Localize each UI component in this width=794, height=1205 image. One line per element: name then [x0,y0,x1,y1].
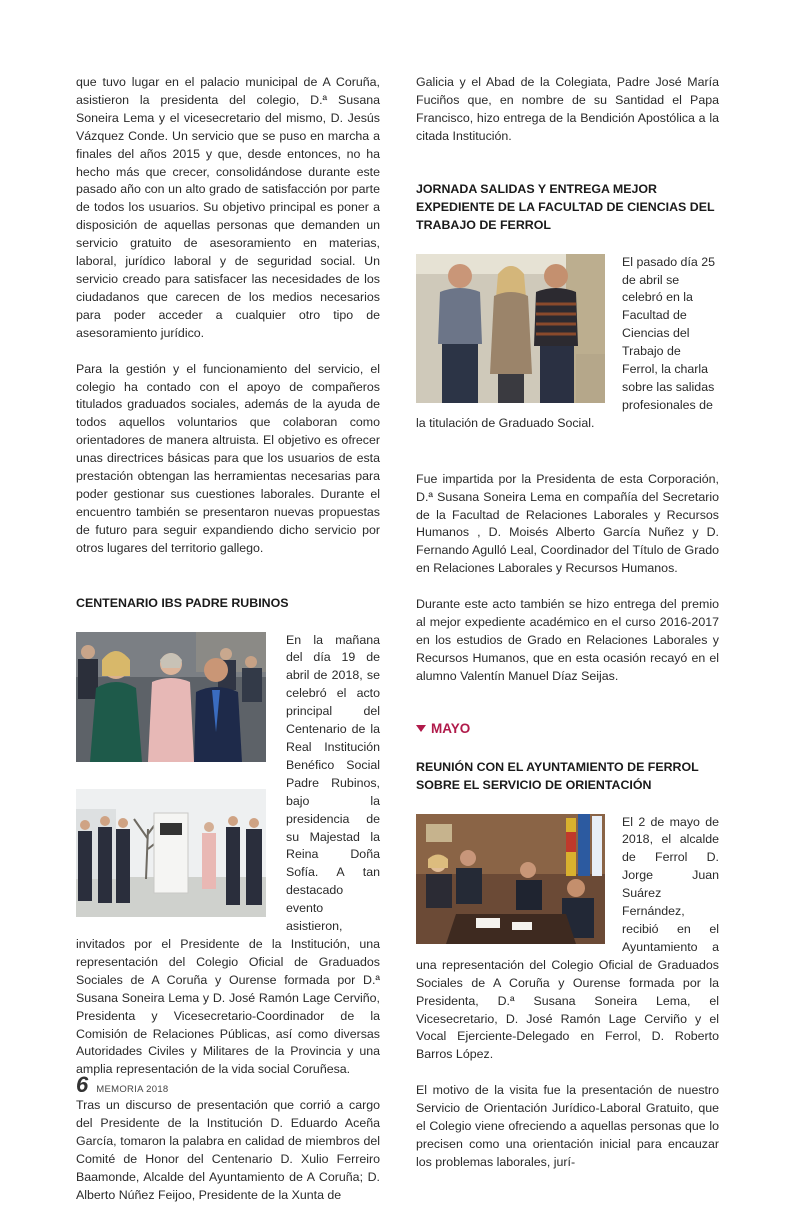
paragraph: El motivo de la visita fue la presentación de nuestro Servicio de Orientación Jurídico-Laboral Gratuito, que el Colegio viene ofreciendo a aquellas personas que lo precisen como una orientación inicial para encauzar los problemas laborales, jurí- [416,1083,719,1169]
month-label [416,720,719,738]
triangle-down-icon [416,725,426,732]
photo-stack [76,632,266,925]
photo-ferrol-meeting [416,814,605,944]
paragraph: Durante este acto también se hizo entrega del premio al mejor expediente académico en el curso 2016-2017 en los estudios de Grado en Relaciones Laborales y Recursos Humanos, que en esta ocasión recayó en el alumno Valentín Manuel Díaz Seijas. [416,597,719,683]
paragraph: El pasado día 25 de abril se celebró en la Facultad de Ciencias del Trabajo de Ferrol, la charla sobre las salidas profesionales de la titulación de Graduado Social. [416,254,716,430]
paragraph: Galicia y el Abad de la Colegiata, Padre José María Fuciños que, en nombre de su Santidad el Papa Francisco, hizo entrega de la Bendición Apostólica a la citada Institución. [416,75,719,143]
photo-queen-sofia [76,632,266,762]
section-heading: REUNIÓN CON EL AYUNTAMIENTO DE FERROL SOBRE EL SERVICIO DE ORIENTACIÓN [416,759,699,792]
photo-monument-unveiling [76,789,266,917]
section-heading: JORNADA SALIDAS Y ENTREGA MEJOR EXPEDIENTE DE LA FACULTAD DE CIENCIAS DEL TRABAJO DE FERROL [416,181,715,232]
paragraph: Tras un discurso de presentación que corrió a cargo del Presidente de la Institución D. Eduardo Aceña García, tomaron la palabra en calidad de miembros del Comité de Honor del Centenario D. Xulio Ferreiro Baamonde, Alcalde del Ayuntamiento de A Coruña; D. Alberto Núñez Feijoo, Presidente de la Xunta de [76,1098,380,1202]
paragraph: El 2 de mayo de 2018, el alcalde de Ferrol D. Jorge Juan Suárez Fernández, recibió en el Ayuntamiento a una representación del Colegio Oficial de Graduados Sociales de A Coruña y Ourense formada por la Presidenta, D.ª Susana Soneira Lema, el Vicesecretario, D. José Ramón Lage Cerviño y el Vocal Ejerciente-Delegado en Ferrol, D. Roberto Barros López. [416,814,719,1062]
paragraph: Para la gestión y el funcionamiento del servicio, el colegio ha contado con el apoyo de compañeros titulados graduados sociales, además de la ayuda de todos aquellos voluntarios que colaboran como orientadores de manera altruista. El objetivo es ofrecer unas directrices básicas para que los usuarios de esta prestación obtengan las herramientas necesarias para poder gestionar sus cuestiones laborales. Durante el encuentro también se presentaron nuevas propuestas de futuro para seguir expandiendo dicho servicio por otros lugares del territorio gallego. [76,361,380,555]
paragraph: Fue impartida por la Presidenta de esta Corporación, D.ª Susana Soneira Lema en compañía del Secretario de la Facultad de Relaciones Laborales y Recursos Humanos , D. Moisés Alberto García Nuñez y D. Fernando Agulló Leal, Coordinador del Título de Grado en Relaciones Laborales y Recursos Humanos. [416,471,719,576]
right-column [416,74,719,1172]
page-number: 6 [76,1072,89,1097]
photo-faculty-event [416,254,605,403]
paragraph: que tuvo lugar en el palacio municipal de A Coruña, asistieron la presidenta del colegio, D.ª Susana Soneira Lema y el vicesecretario del mismo, D. Jesús Vázquez Conde. Un servicio que se puso en marcha a finales del años 2015 y que, desde entonces, no ha hecho más que crecer, consolidándose durante este pasado año con un alto grado de satisfacción por parte de todos los usuarios. Su objetivo principal es poner a disposición de aquellas personas que demanden un servicio gratuito de asesoramiento en materias, laboral, jurídico laboral y de seguridad social. Un servicio creado para satisfacer las necesidades de los ciudadanos que carecen de los medios necesarios para poder acceder a cualquier otro tipo de asesoramiento jurídico. [76,75,380,340]
publication-label: MEMORIA 2018 [96,1084,169,1095]
left-column [76,74,380,1205]
page-footer [76,1072,169,1098]
paragraph: En la mañana del día 19 de abril de 2018, se celebró el acto principal del Centenario de la Real Institución Benéfico Social Padre Rubinos, bajo la presidencia de su Majestad la Reina Doña Sofía. A tan destacado evento asistieron, invitados por el Presidente de la Institución, una representación del Colegio Oficial de Graduados Sociales de A Coruña y Ourense formada por D.ª Susana Soneira Lema y D. José Ramón Lage Cerviño, Presidenta y Vicesecretario-Coordinador de la Comisión de Relaciones Públicas, así como diversas Autoridades Civiles y Militares de la Provincia y una amplia representación de la vida social Coruñesa. [76,632,380,1077]
section-heading: CENTENARIO IBS PADRE RUBINOS [76,595,289,610]
month-name: MAYO [431,720,471,736]
